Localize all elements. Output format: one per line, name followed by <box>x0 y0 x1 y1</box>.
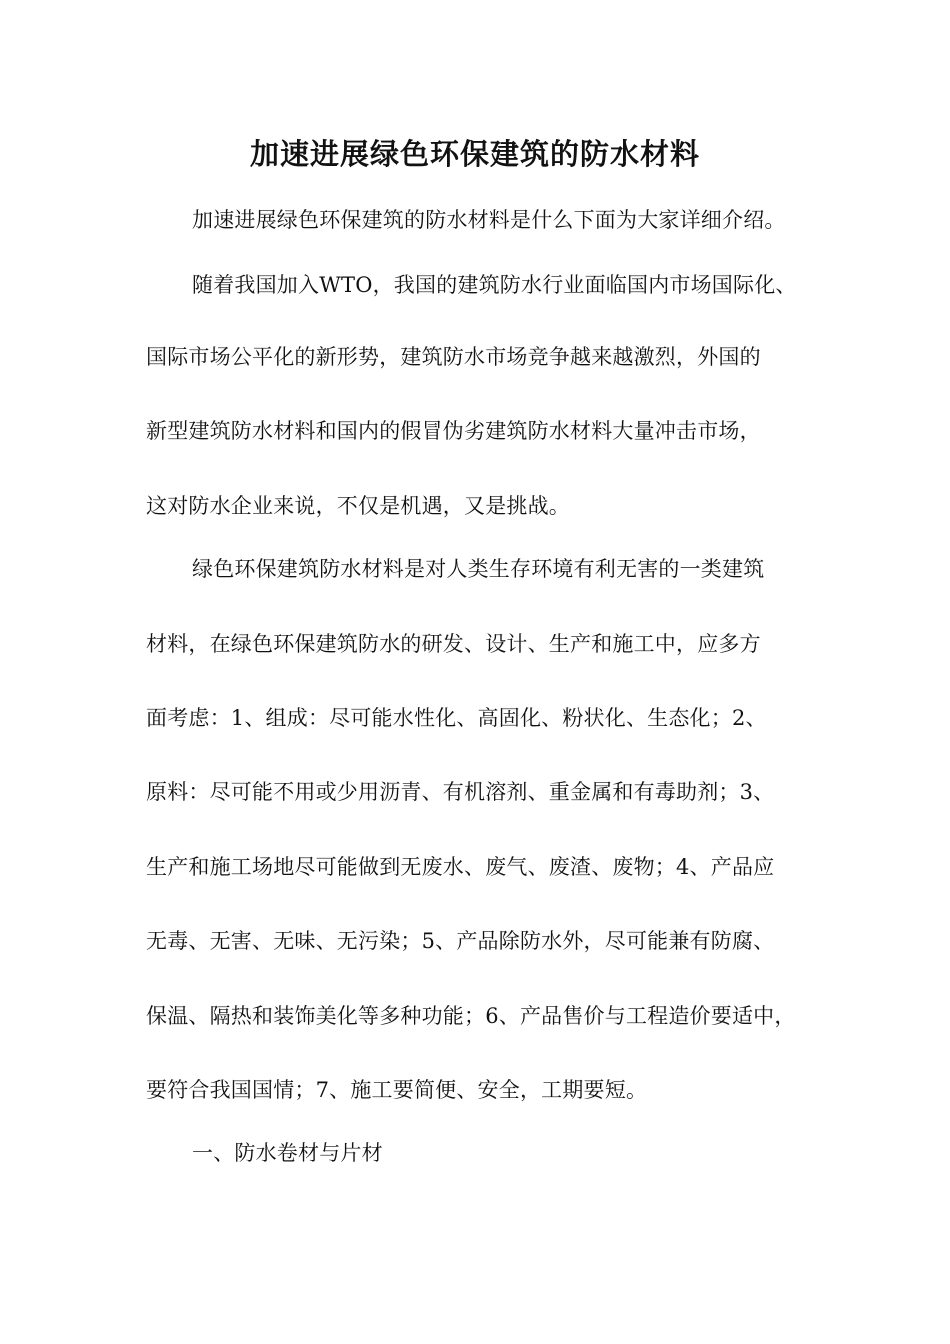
paragraph-green-line-3: 面考虑：1、组成：尽可能水性化、高固化、粉状化、生态化；2、 <box>146 706 767 730</box>
paragraph-green-line-6: 无毒、无害、无味、无污染；5、产品除防水外，尽可能兼有防腐、 <box>146 929 775 953</box>
section-heading: 一、防水卷材与片材 <box>192 1141 383 1165</box>
paragraph-wto-line-2: 国际市场公平化的新形势，建筑防水市场竞争越来越激烈，外国的 <box>146 345 761 369</box>
paragraph-intro-line: 加速进展绿色环保建筑的防水材料是什么下面为大家详细介绍。 <box>192 208 786 232</box>
paragraph-green-line-2: 材料，在绿色环保建筑防水的研发、设计、生产和施工中，应多方 <box>146 632 761 656</box>
document-title: 加速进展绿色环保建筑的防水材料 <box>249 137 700 171</box>
paragraph-wto-line-4: 这对防水企业来说，不仅是机遇，又是挑战。 <box>146 494 570 518</box>
paragraph-wto-line-1: 随着我国加入WTO，我国的建筑防水行业面临国内市场国际化、 <box>192 273 797 297</box>
paragraph-green-line-1: 绿色环保建筑防水材料是对人类生存环境有利无害的一类建筑 <box>192 557 765 581</box>
paragraph-green-line-4: 原料：尽可能不用或少用沥青、有机溶剂、重金属和有毒助剂；3、 <box>146 780 775 804</box>
paragraph-green-line-5: 生产和施工场地尽可能做到无废水、废气、废渣、废物；4、产品应 <box>146 855 775 879</box>
paragraph-green-line-7: 保温、隔热和装饰美化等多种功能；6、产品售价与工程造价要适中， <box>146 1004 796 1028</box>
paragraph-wto-line-3: 新型建筑防水材料和国内的假冒伪劣建筑防水材料大量冲击市场， <box>146 419 761 443</box>
paragraph-green-line-8: 要符合我国国情；7、施工要简便、安全，工期要短。 <box>146 1078 648 1102</box>
